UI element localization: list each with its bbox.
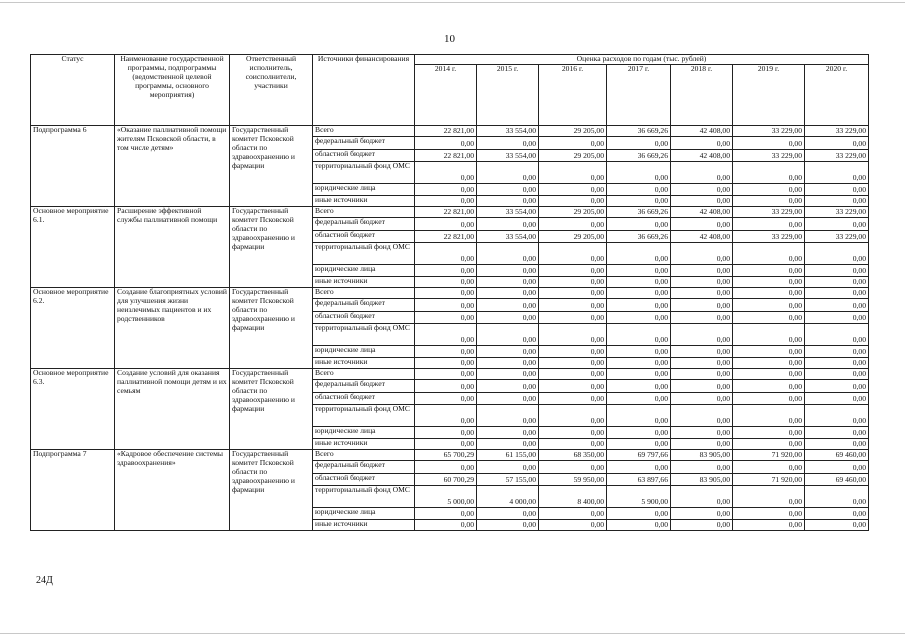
program-name-cell: «Оказание паллиативной помощи жителям Псковской области, в том числе детям» [115, 125, 230, 206]
table-row [31, 125, 869, 136]
header-responsible: Ответственный исполнитель, соисполнители, участники [230, 55, 313, 126]
amount-cell: 22 821,00 [415, 149, 477, 161]
amount-cell: 0,00 [733, 368, 805, 379]
amount-cell: 0,00 [671, 183, 733, 195]
amount-cell: 0,00 [805, 183, 869, 195]
table-row [31, 206, 869, 217]
amount-cell: 0,00 [415, 264, 477, 276]
amount-cell: 36 669,26 [607, 125, 671, 136]
funding-source-cell: территориальный фонд ОМС [313, 242, 415, 264]
amount-cell: 0,00 [607, 311, 671, 323]
amount-cell: 0,00 [671, 298, 733, 311]
amount-cell: 0,00 [671, 195, 733, 206]
amount-cell: 0,00 [733, 460, 805, 473]
amount-cell: 0,00 [477, 242, 539, 264]
amount-cell: 0,00 [477, 345, 539, 357]
amount-cell: 0,00 [671, 460, 733, 473]
amount-cell: 0,00 [539, 519, 607, 530]
amount-cell: 0,00 [477, 438, 539, 449]
header-year: 2017 г. [607, 64, 671, 125]
amount-cell: 0,00 [415, 161, 477, 183]
funding-source-cell: территориальный фонд ОМС [313, 404, 415, 426]
amount-cell: 0,00 [477, 392, 539, 404]
amount-cell: 36 669,26 [607, 206, 671, 217]
table-row [31, 368, 869, 379]
amount-cell: 0,00 [733, 195, 805, 206]
amount-cell: 33 229,00 [805, 125, 869, 136]
scan-edge-bottom [0, 633, 905, 634]
amount-cell: 0,00 [733, 485, 805, 507]
amount-cell: 0,00 [671, 136, 733, 149]
amount-cell: 0,00 [477, 195, 539, 206]
funding-source-cell: юридические лица [313, 345, 415, 357]
amount-cell: 0,00 [415, 323, 477, 345]
amount-cell: 0,00 [671, 357, 733, 368]
amount-cell: 0,00 [805, 438, 869, 449]
amount-cell: 0,00 [415, 242, 477, 264]
amount-cell: 0,00 [671, 404, 733, 426]
amount-cell: 71 920,00 [733, 473, 805, 485]
amount-cell: 0,00 [733, 298, 805, 311]
amount-cell: 4 000,00 [477, 485, 539, 507]
amount-cell: 0,00 [607, 460, 671, 473]
amount-cell: 22 821,00 [415, 230, 477, 242]
amount-cell: 0,00 [671, 379, 733, 392]
amount-cell: 0,00 [607, 426, 671, 438]
amount-cell: 0,00 [805, 392, 869, 404]
amount-cell: 0,00 [671, 217, 733, 230]
amount-cell: 0,00 [477, 460, 539, 473]
amount-cell: 0,00 [671, 507, 733, 519]
amount-cell: 0,00 [539, 264, 607, 276]
status-cell: Подпрограмма 6 [31, 125, 115, 206]
amount-cell: 0,00 [607, 242, 671, 264]
responsible-cell: Государственный комитет Псковской области по здравоохранению и фармации [230, 287, 313, 368]
responsible-cell: Государственный комитет Псковской области по здравоохранению и фармации [230, 125, 313, 206]
amount-cell: 0,00 [733, 161, 805, 183]
funding-source-cell: Всего [313, 287, 415, 298]
amount-cell: 0,00 [477, 507, 539, 519]
amount-cell: 29 205,00 [539, 149, 607, 161]
amount-cell: 0,00 [607, 183, 671, 195]
amount-cell: 0,00 [733, 379, 805, 392]
amount-cell: 33 554,00 [477, 125, 539, 136]
amount-cell: 0,00 [415, 392, 477, 404]
table-row [31, 287, 869, 298]
amount-cell: 61 155,00 [477, 449, 539, 460]
responsible-cell: Государственный комитет Псковской области по здравоохранению и фармации [230, 368, 313, 449]
program-name-cell: Создание условий для оказания паллиативной помощи детям и их семьям [115, 368, 230, 449]
amount-cell: 0,00 [671, 311, 733, 323]
amount-cell: 0,00 [477, 357, 539, 368]
amount-cell: 0,00 [607, 276, 671, 287]
header-sources: Источники финансирования [313, 55, 415, 126]
amount-cell: 0,00 [805, 311, 869, 323]
amount-cell: 0,00 [733, 519, 805, 530]
amount-cell: 0,00 [607, 519, 671, 530]
amount-cell: 0,00 [415, 519, 477, 530]
amount-cell: 0,00 [805, 217, 869, 230]
funding-source-cell: территориальный фонд ОМС [313, 485, 415, 507]
funding-source-cell: областной бюджет [313, 473, 415, 485]
amount-cell: 0,00 [607, 217, 671, 230]
funding-source-cell: областной бюджет [313, 311, 415, 323]
amount-cell: 0,00 [415, 379, 477, 392]
funding-source-cell: юридические лица [313, 183, 415, 195]
amount-cell: 0,00 [805, 357, 869, 368]
header-year: 2018 г. [671, 64, 733, 125]
table-header [31, 55, 869, 126]
amount-cell: 0,00 [415, 311, 477, 323]
amount-cell: 0,00 [539, 276, 607, 287]
amount-cell: 0,00 [671, 276, 733, 287]
amount-cell: 0,00 [733, 438, 805, 449]
scan-edge-top [0, 2, 905, 3]
amount-cell: 0,00 [539, 426, 607, 438]
amount-cell: 0,00 [805, 460, 869, 473]
amount-cell: 0,00 [477, 298, 539, 311]
amount-cell: 8 400,00 [539, 485, 607, 507]
amount-cell: 0,00 [671, 392, 733, 404]
amount-cell: 0,00 [671, 368, 733, 379]
amount-cell: 0,00 [477, 276, 539, 287]
amount-cell: 33 554,00 [477, 149, 539, 161]
responsible-cell: Государственный комитет Псковской области по здравоохранению и фармации [230, 206, 313, 287]
amount-cell: 0,00 [733, 136, 805, 149]
amount-cell: 0,00 [607, 392, 671, 404]
amount-cell: 0,00 [477, 161, 539, 183]
funding-source-cell: иные источники [313, 276, 415, 287]
amount-cell: 0,00 [805, 379, 869, 392]
amount-cell: 69 460,00 [805, 449, 869, 460]
amount-cell: 0,00 [805, 298, 869, 311]
amount-cell: 0,00 [733, 264, 805, 276]
amount-cell: 0,00 [607, 161, 671, 183]
header-estimate: Оценка расходов по годам (тыс. рублей) [415, 55, 869, 65]
amount-cell: 0,00 [477, 379, 539, 392]
header-year: 2015 г. [477, 64, 539, 125]
amount-cell: 0,00 [415, 426, 477, 438]
header-year: 2020 г. [805, 64, 869, 125]
amount-cell: 5 900,00 [607, 485, 671, 507]
amount-cell: 0,00 [539, 217, 607, 230]
amount-cell: 0,00 [415, 298, 477, 311]
amount-cell: 0,00 [607, 404, 671, 426]
amount-cell: 0,00 [805, 276, 869, 287]
funding-source-cell: иные источники [313, 519, 415, 530]
responsible-cell: Государственный комитет Псковской области по здравоохранению и фармации [230, 449, 313, 530]
amount-cell: 0,00 [539, 460, 607, 473]
funding-source-cell: юридические лица [313, 264, 415, 276]
amount-cell: 33 229,00 [733, 149, 805, 161]
status-cell: Основное мероприятие 6.2. [31, 287, 115, 368]
amount-cell: 0,00 [415, 460, 477, 473]
amount-cell: 0,00 [805, 485, 869, 507]
funding-source-cell: иные источники [313, 357, 415, 368]
amount-cell: 0,00 [415, 438, 477, 449]
funding-source-cell: иные источники [313, 195, 415, 206]
amount-cell: 0,00 [733, 392, 805, 404]
amount-cell: 0,00 [477, 368, 539, 379]
funding-source-cell: юридические лица [313, 426, 415, 438]
amount-cell: 0,00 [805, 195, 869, 206]
amount-cell: 36 669,26 [607, 230, 671, 242]
amount-cell: 0,00 [607, 357, 671, 368]
amount-cell: 0,00 [607, 368, 671, 379]
funding-source-cell: федеральный бюджет [313, 460, 415, 473]
amount-cell: 0,00 [477, 404, 539, 426]
amount-cell: 0,00 [539, 183, 607, 195]
amount-cell: 33 229,00 [805, 230, 869, 242]
amount-cell: 0,00 [415, 404, 477, 426]
amount-cell: 83 905,00 [671, 473, 733, 485]
amount-cell: 33 229,00 [733, 230, 805, 242]
footer-code: 24Д [36, 575, 53, 586]
amount-cell: 0,00 [733, 287, 805, 298]
amount-cell: 0,00 [671, 519, 733, 530]
amount-cell: 0,00 [607, 345, 671, 357]
amount-cell: 0,00 [733, 242, 805, 264]
amount-cell: 0,00 [607, 323, 671, 345]
amount-cell: 0,00 [733, 276, 805, 287]
amount-cell: 42 408,00 [671, 125, 733, 136]
amount-cell: 0,00 [539, 287, 607, 298]
amount-cell: 0,00 [415, 345, 477, 357]
amount-cell: 59 950,00 [539, 473, 607, 485]
amount-cell: 0,00 [805, 264, 869, 276]
amount-cell: 0,00 [671, 287, 733, 298]
amount-cell: 22 821,00 [415, 125, 477, 136]
funding-source-cell: федеральный бюджет [313, 217, 415, 230]
amount-cell: 60 700,29 [415, 473, 477, 485]
amount-cell: 0,00 [415, 195, 477, 206]
amount-cell: 0,00 [415, 217, 477, 230]
status-cell: Основное мероприятие 6.3. [31, 368, 115, 449]
amount-cell: 63 897,66 [607, 473, 671, 485]
amount-cell: 0,00 [671, 323, 733, 345]
amount-cell: 0,00 [671, 242, 733, 264]
amount-cell: 83 905,00 [671, 449, 733, 460]
amount-cell: 0,00 [805, 136, 869, 149]
header-name: Наименование государственной программы, подпрограммы (ведомственной целевой программы, основного мероприятия) [115, 55, 230, 126]
amount-cell: 0,00 [539, 345, 607, 357]
amount-cell: 0,00 [607, 195, 671, 206]
amount-cell: 0,00 [607, 287, 671, 298]
amount-cell: 0,00 [539, 438, 607, 449]
status-cell: Основное мероприятие 6.1. [31, 206, 115, 287]
amount-cell: 0,00 [607, 379, 671, 392]
amount-cell: 22 821,00 [415, 206, 477, 217]
program-name-cell: «Кадровое обеспечение системы здравоохранения» [115, 449, 230, 530]
amount-cell: 0,00 [805, 287, 869, 298]
amount-cell: 0,00 [477, 311, 539, 323]
amount-cell: 0,00 [607, 264, 671, 276]
amount-cell: 65 700,29 [415, 449, 477, 460]
funding-source-cell: областной бюджет [313, 149, 415, 161]
funding-source-cell: областной бюджет [313, 392, 415, 404]
amount-cell: 0,00 [671, 345, 733, 357]
funding-source-cell: территориальный фонд ОМС [313, 323, 415, 345]
amount-cell: 0,00 [805, 242, 869, 264]
amount-cell: 0,00 [539, 323, 607, 345]
amount-cell: 0,00 [477, 183, 539, 195]
amount-cell: 33 229,00 [805, 149, 869, 161]
funding-source-cell: Всего [313, 368, 415, 379]
amount-cell: 0,00 [671, 438, 733, 449]
amount-cell: 0,00 [733, 404, 805, 426]
amount-cell: 0,00 [671, 264, 733, 276]
amount-cell: 5 000,00 [415, 485, 477, 507]
header-year: 2019 г. [733, 64, 805, 125]
amount-cell: 42 408,00 [671, 149, 733, 161]
amount-cell: 0,00 [477, 426, 539, 438]
program-name-cell: Расширение эффективной службы паллиативной помощи [115, 206, 230, 287]
amount-cell: 33 229,00 [805, 206, 869, 217]
amount-cell: 0,00 [539, 379, 607, 392]
amount-cell: 0,00 [805, 368, 869, 379]
amount-cell: 0,00 [607, 438, 671, 449]
amount-cell: 0,00 [539, 507, 607, 519]
amount-cell: 33 554,00 [477, 230, 539, 242]
amount-cell: 0,00 [733, 217, 805, 230]
header-year: 2014 г. [415, 64, 477, 125]
funding-source-cell: Всего [313, 206, 415, 217]
amount-cell: 33 229,00 [733, 125, 805, 136]
amount-cell: 0,00 [733, 183, 805, 195]
funding-source-cell: областной бюджет [313, 230, 415, 242]
table-row [31, 449, 869, 460]
amount-cell: 0,00 [477, 264, 539, 276]
amount-cell: 0,00 [805, 426, 869, 438]
amount-cell: 29 205,00 [539, 230, 607, 242]
amount-cell: 33 554,00 [477, 206, 539, 217]
program-name-cell: Создание благоприятных условий для улучшения жизни неизлечимых пациентов и их родственников [115, 287, 230, 368]
amount-cell: 36 669,26 [607, 149, 671, 161]
amount-cell: 0,00 [805, 519, 869, 530]
amount-cell: 0,00 [539, 298, 607, 311]
amount-cell: 29 205,00 [539, 125, 607, 136]
status-cell: Подпрограмма 7 [31, 449, 115, 530]
amount-cell: 0,00 [415, 507, 477, 519]
amount-cell: 0,00 [415, 357, 477, 368]
amount-cell: 0,00 [805, 404, 869, 426]
amount-cell: 29 205,00 [539, 206, 607, 217]
amount-cell: 0,00 [671, 485, 733, 507]
funding-source-cell: федеральный бюджет [313, 298, 415, 311]
amount-cell: 0,00 [539, 136, 607, 149]
amount-cell: 0,00 [805, 323, 869, 345]
amount-cell: 0,00 [415, 287, 477, 298]
amount-cell: 0,00 [805, 161, 869, 183]
amount-cell: 68 350,00 [539, 449, 607, 460]
amount-cell: 0,00 [477, 323, 539, 345]
amount-cell: 42 408,00 [671, 230, 733, 242]
amount-cell: 0,00 [539, 161, 607, 183]
amount-cell: 71 920,00 [733, 449, 805, 460]
amount-cell: 69 460,00 [805, 473, 869, 485]
amount-cell: 0,00 [415, 368, 477, 379]
amount-cell: 0,00 [539, 392, 607, 404]
amount-cell: 0,00 [733, 357, 805, 368]
funding-source-cell: юридические лица [313, 507, 415, 519]
amount-cell: 0,00 [539, 404, 607, 426]
page-number: 10 [444, 33, 455, 45]
amount-cell: 0,00 [733, 345, 805, 357]
amount-cell: 0,00 [805, 345, 869, 357]
amount-cell: 0,00 [733, 426, 805, 438]
amount-cell: 0,00 [607, 136, 671, 149]
amount-cell: 0,00 [733, 311, 805, 323]
amount-cell: 0,00 [733, 323, 805, 345]
funding-source-cell: Всего [313, 449, 415, 460]
amount-cell: 0,00 [415, 276, 477, 287]
amount-cell: 0,00 [415, 183, 477, 195]
funding-source-cell: федеральный бюджет [313, 379, 415, 392]
budget-table [30, 54, 869, 531]
amount-cell: 0,00 [539, 368, 607, 379]
amount-cell: 0,00 [539, 195, 607, 206]
header-year: 2016 г. [539, 64, 607, 125]
amount-cell: 0,00 [805, 507, 869, 519]
amount-cell: 0,00 [539, 242, 607, 264]
amount-cell: 0,00 [671, 161, 733, 183]
funding-source-cell: иные источники [313, 438, 415, 449]
amount-cell: 0,00 [477, 217, 539, 230]
amount-cell: 0,00 [539, 311, 607, 323]
amount-cell: 69 797,66 [607, 449, 671, 460]
amount-cell: 57 155,00 [477, 473, 539, 485]
amount-cell: 42 408,00 [671, 206, 733, 217]
amount-cell: 0,00 [477, 287, 539, 298]
funding-source-cell: федеральный бюджет [313, 136, 415, 149]
amount-cell: 0,00 [415, 136, 477, 149]
amount-cell: 0,00 [607, 298, 671, 311]
amount-cell: 0,00 [477, 136, 539, 149]
amount-cell: 0,00 [733, 507, 805, 519]
funding-source-cell: территориальный фонд ОМС [313, 161, 415, 183]
amount-cell: 0,00 [539, 357, 607, 368]
amount-cell: 33 229,00 [733, 206, 805, 217]
amount-cell: 0,00 [671, 426, 733, 438]
amount-cell: 0,00 [607, 507, 671, 519]
funding-source-cell: Всего [313, 125, 415, 136]
table-body [31, 125, 869, 530]
amount-cell: 0,00 [477, 519, 539, 530]
header-status: Статус [31, 55, 115, 126]
